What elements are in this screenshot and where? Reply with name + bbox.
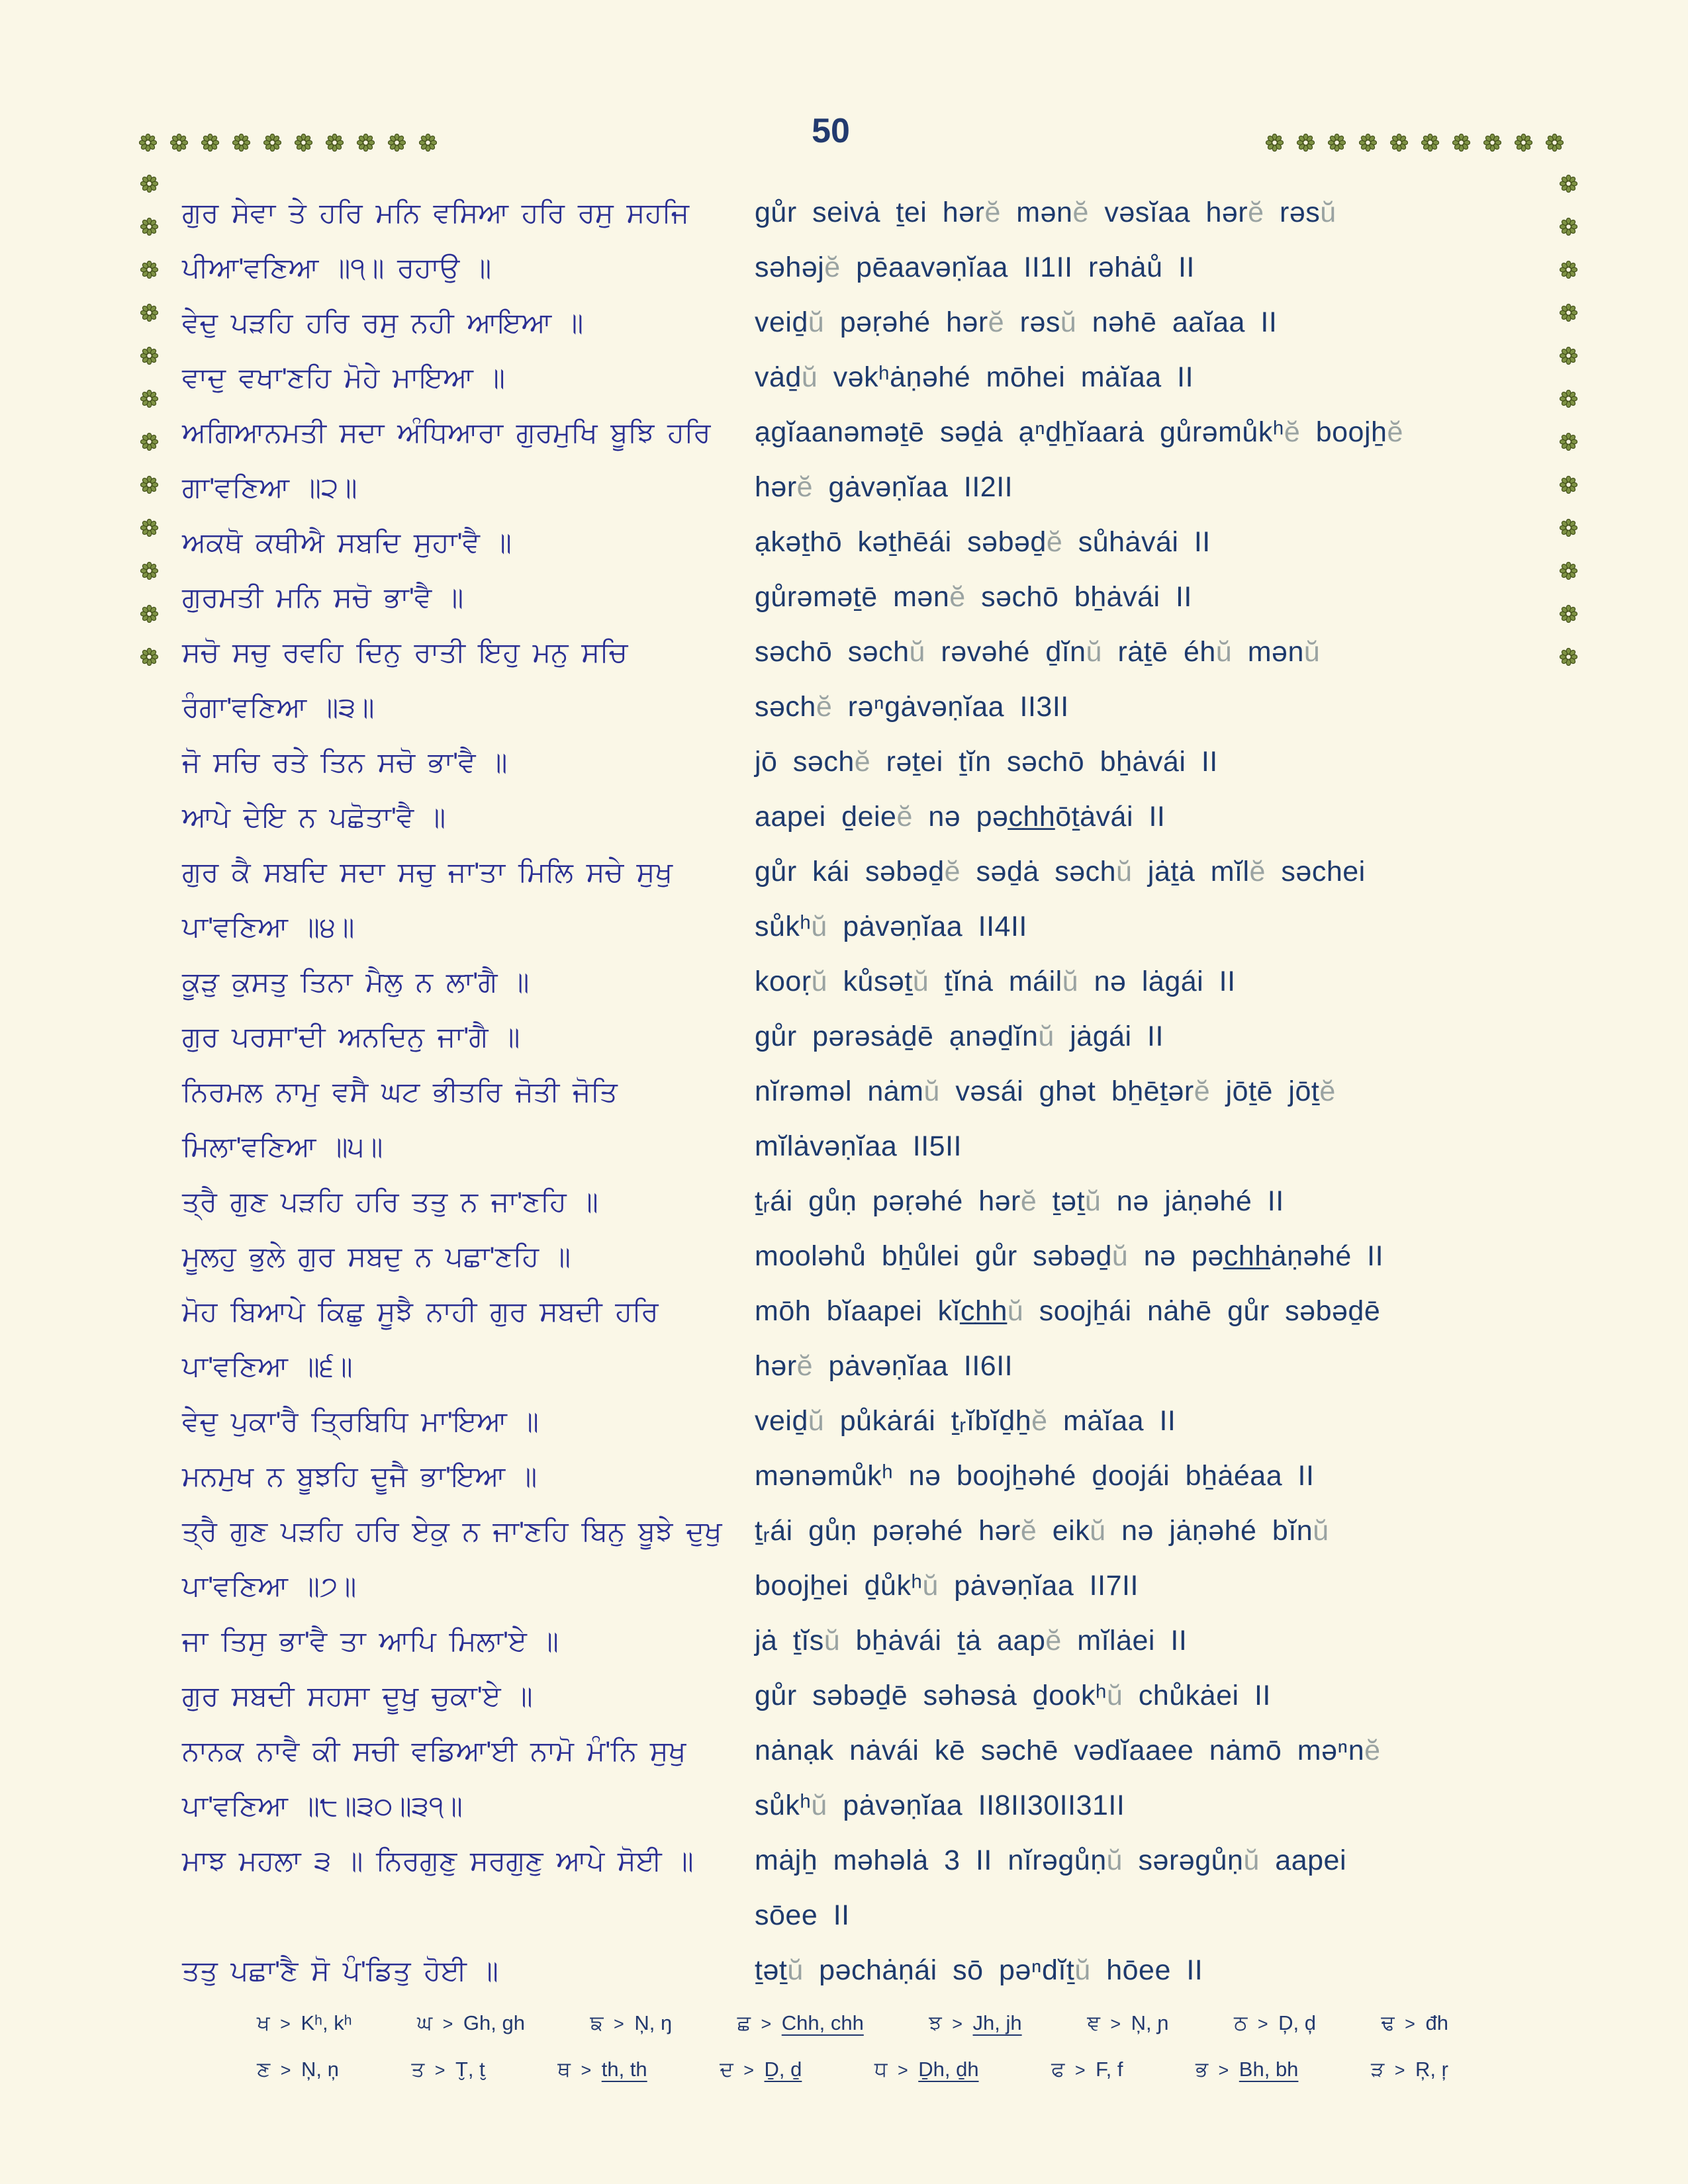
roman-column: [755, 1943, 1542, 1998]
legend-latin-value: F, f: [1096, 2058, 1123, 2081]
flower-rosette-icon: [1560, 261, 1577, 279]
gurmukhi-line: ਗੁਰ ਸਬਦੀ ਸਹਸਾ ਦੂਖੁ ਚੁਕਾ'ਏ ॥: [182, 1680, 533, 1711]
verse-row: [182, 350, 1546, 405]
verse-row: [182, 844, 1546, 954]
verse-row: [182, 1723, 1546, 1833]
gurmukhi-column: [182, 735, 738, 790]
legend-gurmukhi-letter: ਙ: [590, 2011, 604, 2034]
roman-line: hərĕ pȧvəṇĭaa II6II: [755, 1350, 1013, 1382]
gurmukhi-column: [182, 1009, 738, 1064]
legend-separator: >: [755, 2014, 776, 2034]
legend-separator: >: [1070, 2060, 1091, 2080]
verse-row: [182, 1064, 1546, 1174]
legend-item: [1371, 2046, 1448, 2093]
legend-separator: >: [275, 2014, 296, 2034]
roman-line: gůrəməṯē mənĕ səchō bẖȧvái II: [755, 581, 1192, 613]
roman-line: səhəjĕ pēaavəṇĭaa II1II rəhȧů II: [755, 251, 1195, 283]
flower-rosette-icon: [140, 175, 158, 193]
verse-row: [182, 1284, 1546, 1394]
flower-rosette-icon: [263, 134, 281, 152]
gurmukhi-column: [182, 1229, 738, 1284]
gurmukhi-line: ਪਾ'ਵਣਿਆ ॥੪॥: [182, 911, 355, 942]
roman-line: ṯəṯŭ pəchȧṇái sō pəⁿdĭṯŭ hōee II: [755, 1954, 1203, 1986]
legend-row: [257, 2000, 1448, 2046]
verse-row: [182, 1614, 1546, 1668]
roman-column: [755, 1833, 1542, 1943]
flower-rosette-icon: [232, 134, 250, 152]
legend-gurmukhi-letter: ਝ: [929, 2011, 942, 2034]
legend-gurmukhi-letter: ੜ: [1370, 2058, 1385, 2081]
roman-line: sōee II: [755, 1899, 850, 1931]
flower-rosette-icon: [295, 134, 312, 152]
legend-gurmukhi-letter: ਥ: [557, 2058, 571, 2081]
legend-gurmukhi-letter: ਤ: [411, 2058, 425, 2081]
gurmukhi-column: [182, 1174, 738, 1229]
gurmukhi-column: [182, 625, 738, 735]
legend-separator: >: [608, 2014, 630, 2034]
legend-latin-value: Chh, chh: [781, 2011, 864, 2034]
roman-column: [755, 625, 1542, 735]
legend-gurmukhi-letter: ਧ: [874, 2058, 888, 2081]
legend-latin-value: Kʰ, kʰ: [301, 2011, 352, 2034]
roman-line: mooləhů bẖůlei gůr səbəḏŭ nə pəc̲h̲h̲ȧṇəhé II: [755, 1240, 1384, 1272]
scripture-verses: [182, 185, 1546, 1998]
legend-gurmukhi-letter: ਣ: [257, 2058, 271, 2081]
flower-rosette-icon: [1560, 304, 1577, 322]
legend-item: [720, 2046, 802, 2093]
gurmukhi-column: [182, 1504, 738, 1614]
legend-gurmukhi-letter: ਫ: [1051, 2058, 1065, 2081]
gurmukhi-column: [182, 1668, 738, 1723]
roman-line: jȧ ṯĭsŭ bẖȧvái ṯȧ aapĕ mĭlȧei II: [755, 1625, 1188, 1657]
gurmukhi-line: ਮਿਲਾ'ਵਣਿਆ ॥੫॥: [182, 1131, 383, 1162]
roman-column: [755, 405, 1542, 515]
flower-rosette-icon: [1515, 134, 1532, 152]
verse-row: [182, 1504, 1546, 1614]
gurmukhi-line: ਕੂੜੁ ਕੁਸਤੁ ਤਿਨਾ ਮੈਲੁ ਨ ਲਾ'ਗੈ ॥: [182, 966, 530, 997]
legend-separator: >: [1213, 2060, 1234, 2080]
legend-latin-value: Ņ, ŋ: [634, 2011, 673, 2034]
legend-separator: >: [438, 2014, 458, 2034]
flower-rosette-icon: [139, 134, 157, 152]
flower-rosette-icon: [326, 134, 344, 152]
flower-rosette-icon: [419, 134, 437, 152]
legend-separator: >: [738, 2060, 759, 2080]
roman-column: [755, 1668, 1542, 1723]
gurmukhi-line: ਤ੍ਰੈ ਗੁਣ ਪੜਹਿ ਹਰਿ ਏਕੁ ਨ ਜਾ'ਣਹਿ ਬਿਨੁ ਬੂਝੇ ਦੁਖੁ: [182, 1516, 722, 1547]
roman-column: [755, 1504, 1542, 1614]
gurmukhi-line: ਪਾ'ਵਣਿਆ ॥੬॥: [182, 1351, 353, 1382]
roman-column: [755, 1064, 1542, 1174]
gurmukhi-line: ਗੁਰ ਸੇਵਾ ਤੇ ਹਰਿ ਮਨਿ ਵਸਿਆ ਹਰਿ ਰਸੁ ਸਹਜਿ: [182, 197, 690, 228]
legend-item: [257, 2000, 352, 2046]
flower-rosette-icon: [1483, 134, 1501, 152]
roman-line: aapei ḏeieĕ nə pəc̲h̲h̲ōṯȧvái II: [755, 801, 1166, 833]
gurmukhi-column: [182, 515, 738, 570]
gurmukhi-line: ਸਚੋ ਸਚੁ ਰਵਹਿ ਦਿਨੁ ਰਾਤੀ ਇਹੁ ਮਨੁ ਸਚਿ: [182, 637, 628, 668]
legend-item: [1087, 2000, 1168, 2046]
roman-column: [755, 1174, 1542, 1229]
legend-latin-value: th, th: [601, 2058, 647, 2081]
roman-line: ṯᵣái gůṇ pəṛəhé hərĕ ṯəṯŭ nə jȧṇəhé II: [755, 1185, 1284, 1217]
roman-column: [755, 515, 1542, 570]
gurmukhi-line: ਵੇਦੁ ਪੁਕਾ'ਰੈ ਤ੍ਰਿਬਿਧਿ ਮਾ'ਇਆ ॥: [182, 1406, 539, 1437]
legend-separator: >: [892, 2060, 914, 2080]
flower-rosette-icon: [140, 519, 158, 537]
legend-separator: >: [275, 2060, 296, 2080]
verse-row: [182, 295, 1546, 350]
legend-item: [737, 2000, 864, 2046]
legend-item: [590, 2000, 672, 2046]
flower-rosette-icon: [1560, 648, 1577, 666]
gurmukhi-line: ਗਾ'ਵਣਿਆ ॥੨॥: [182, 472, 357, 503]
legend-latin-value: Bh, bh: [1239, 2058, 1299, 2081]
roman-line: jō səchĕ rəṯei ṯĭn səchō bẖȧvái II: [755, 746, 1218, 778]
flower-rosette-icon: [1560, 218, 1577, 236]
flower-rosette-icon: [1560, 347, 1577, 365]
flower-rosette-icon: [1560, 390, 1577, 408]
gurmukhi-column: [182, 405, 738, 515]
legend-separator: >: [947, 2014, 968, 2034]
roman-line: mȧjẖ məhəlȧ 3 II nĭrəgůṇŭ sərəgůṇŭ aapei: [755, 1844, 1347, 1876]
flower-rosette-icon: [140, 304, 158, 322]
legend-separator: >: [1105, 2014, 1126, 2034]
roman-column: [755, 1229, 1542, 1284]
gurmukhi-column: [182, 1614, 738, 1668]
legend-item: [1196, 2046, 1298, 2093]
roman-line: mĭlȧvəṇĭaa II5II: [755, 1130, 962, 1162]
roman-line: səchĕ rəⁿgȧvəṇĭaa II3II: [755, 691, 1069, 723]
roman-column: [755, 185, 1542, 295]
gurmukhi-line: ਰੰਗਾ'ਵਣਿਆ ॥੩॥: [182, 692, 375, 723]
legend-item: [929, 2000, 1021, 2046]
roman-column: [755, 295, 1542, 350]
verse-row: [182, 185, 1546, 295]
flower-rosette-icon: [201, 134, 219, 152]
roman-line: mōh bĭaapei kĭc̲h̲h̲ŭ soojẖái nȧhē gůr səbəḏē: [755, 1295, 1381, 1327]
roman-column: [755, 1284, 1542, 1394]
legend-item: [1234, 2000, 1316, 2046]
verse-row: [182, 625, 1546, 735]
roman-column: [755, 1723, 1542, 1833]
flower-rosette-icon: [1359, 134, 1377, 152]
verse-row: [182, 954, 1546, 1009]
roman-line: gůr səbəḏē səhəsȧ ḏookʰŭ chůkȧei II: [755, 1680, 1271, 1711]
gurmukhi-line: ਗੁਰ ਕੈ ਸਬਦਿ ਸਦਾ ਸਚੁ ਜਾ'ਤਾ ਮਿਲਿ ਸਚੇ ਸੁਖੁ: [182, 856, 673, 887]
legend-latin-value: Ņ, ɲ: [1131, 2011, 1169, 2034]
roman-line: ṯᵣái gůṇ pəṛəhé hərĕ eikŭ nə jȧṇəhé bĭnŭ: [755, 1515, 1329, 1547]
gurmukhi-line: ਮਨਮੁਖ ਨ ਬੂਝਹਿ ਦੂਜੈ ਭਾ'ਇਆ ॥: [182, 1461, 538, 1492]
gurmukhi-line: ਅਗਿਆਨਮਤੀ ਸਦਾ ਅੰਧਿਆਰਾ ਗੁਰਮੁਖਿ ਬੂਝਿ ਹਰਿ: [182, 417, 711, 448]
flower-rosette-icon: [1560, 519, 1577, 537]
legend-separator: >: [1399, 2014, 1421, 2034]
legend-latin-value: Ḑ, ḑ: [1278, 2011, 1316, 2034]
roman-line: kooṛŭ kůsəṯŭ ṯĭnȧ máilŭ nə lȧgái II: [755, 966, 1236, 997]
gurmukhi-line: ਤ੍ਰੈ ਗੁਣ ਪੜਹਿ ਹਰਿ ਤਤੁ ਨ ਜਾ'ਣਹਿ ॥: [182, 1186, 598, 1217]
gurmukhi-line: ਨਿਰਮਲ ਨਾਮੁ ਵਸੈ ਘਟ ਭੀਤਰਿ ਜੋਤੀ ਜੋਤਿ: [182, 1076, 618, 1107]
flower-rosette-icon: [140, 390, 158, 408]
flower-rosette-icon: [1546, 134, 1564, 152]
verse-row: [182, 515, 1546, 570]
gurmukhi-column: [182, 1284, 738, 1394]
legend-item: [411, 2046, 485, 2093]
flower-rosette-icon: [140, 648, 158, 666]
roman-column: [755, 350, 1542, 405]
legend-gurmukhi-letter: ਞ: [1087, 2011, 1100, 2034]
gurmukhi-column: [182, 1064, 738, 1174]
roman-line: vȧḏŭ vəkʰȧṇəhé mōhei mȧĭaa II: [755, 361, 1194, 393]
roman-column: [755, 1394, 1542, 1449]
gurmukhi-line: ਪਾ'ਵਣਿਆ ॥੮॥੩੦॥੩੧॥: [182, 1790, 463, 1821]
gurmukhi-column: [182, 1449, 738, 1504]
roman-line: nȧnạk nȧvái kē səchē vədĭaaee nȧmō məⁿnĕ: [755, 1735, 1381, 1766]
verse-row: [182, 1229, 1546, 1284]
legend-item: [557, 2046, 647, 2093]
flower-rosette-icon: [140, 433, 158, 451]
verse-row: [182, 1174, 1546, 1229]
gurmukhi-line: ਮਾਝ ਮਹਲਾ ੩ ॥ ਨਿਰਗੁਣੁ ਸਰਗੁਣੁ ਆਪੇ ਸੋਈ ॥: [182, 1845, 694, 1876]
legend-separator: >: [1389, 2060, 1410, 2080]
roman-line: gůr seivȧ ṯei hərĕ mənĕ vəsĭaa hərĕ rəsŭ: [755, 197, 1336, 228]
flower-rosette-icon: [140, 218, 158, 236]
legend-separator: >: [575, 2060, 596, 2080]
gurmukhi-line: ਆਪੇ ਦੇਇ ਨ ਪਛੋਤਾ'ਵੈ ॥: [182, 801, 446, 833]
gurmukhi-column: [182, 1943, 738, 1998]
flower-rosette-icon: [1560, 476, 1577, 494]
legend-gurmukhi-letter: ਦ: [720, 2058, 733, 2081]
gurmukhi-line: ਪਾ'ਵਣਿਆ ॥੭॥: [182, 1570, 357, 1602]
legend-gurmukhi-letter: ਛ: [737, 2011, 751, 2034]
legend-latin-value: Ḏh, ḏh: [918, 2058, 979, 2081]
gurmukhi-line: ਮੂਲਹੁ ਭੁਲੇ ਗੁਰ ਸਬਦੁ ਨ ਪਛਾ'ਣਹਿ ॥: [182, 1241, 571, 1272]
flower-rosette-icon: [357, 134, 375, 152]
verse-row: [182, 1833, 1546, 1943]
verse-row: [182, 1943, 1546, 1998]
roman-line: gůr kái səbəḏĕ səḏȧ səchŭ jȧṯȧ mĭlĕ səchei: [755, 856, 1366, 887]
gurmukhi-line: ਜਾ ਤਿਸੁ ਭਾ'ਵੈ ਤਾ ਆਪਿ ਮਿਲਾ'ਏ ॥: [182, 1625, 559, 1657]
flower-rosette-icon: [140, 562, 158, 580]
roman-column: [755, 735, 1542, 790]
roman-column: [755, 1009, 1542, 1064]
verse-row: [182, 405, 1546, 515]
gurmukhi-column: [182, 1394, 738, 1449]
top-right-flower-border: [1266, 134, 1564, 152]
legend-latin-value: đh: [1425, 2011, 1448, 2034]
legend-item: [1051, 2046, 1123, 2093]
flower-rosette-icon: [140, 476, 158, 494]
gurmukhi-column: [182, 295, 738, 350]
verse-row: [182, 570, 1546, 625]
flower-rosette-icon: [140, 347, 158, 365]
verse-row: [182, 1394, 1546, 1449]
legend-separator: >: [430, 2060, 450, 2080]
gurmukhi-column: [182, 1723, 738, 1833]
roman-line: səchō səchŭ rəvəhé ḏĭnŭ rȧṯē éhŭ mənŭ: [755, 636, 1321, 668]
roman-line: veiḏŭ půkȧrái ṯᵣĭbĭḏẖĕ mȧĭaa II: [755, 1405, 1176, 1437]
left-flower-border: [140, 175, 158, 666]
roman-column: [755, 954, 1542, 1009]
legend-gurmukhi-letter: ਠ: [1233, 2011, 1248, 2034]
gurmukhi-column: [182, 954, 738, 1009]
roman-column: [755, 1449, 1542, 1504]
roman-column: [755, 1614, 1542, 1668]
roman-line: gůr pərəsȧḏē ạnəḏĭnŭ jȧgái II: [755, 1021, 1164, 1052]
flower-rosette-icon: [1421, 134, 1439, 152]
gurmukhi-line: ਮੋਹ ਬਿਆਪੇ ਕਿਛੁ ਸੂਝੈ ਨਾਹੀ ਗੁਰ ਸਬਦੀ ਹਰਿ: [182, 1296, 659, 1327]
gurmukhi-column: [182, 790, 738, 844]
verse-row: [182, 1449, 1546, 1504]
roman-column: [755, 844, 1542, 954]
gurmukhi-line: ਵਾਦੁ ਵਖਾ'ਣਹਿ ਮੋਹੇ ਮਾਇਆ ॥: [182, 362, 505, 393]
legend-latin-value: Jh, jh: [972, 2011, 1022, 2034]
gurmukhi-line: ਵੇਦੁ ਪੜਹਿ ਹਰਿ ਰਸੁ ਨਹੀ ਆਇਆ ॥: [182, 307, 584, 338]
flower-rosette-icon: [140, 605, 158, 623]
legend-item: [257, 2046, 339, 2093]
roman-line: sůkʰŭ pȧvəṇĭaa II4II: [755, 911, 1027, 942]
gurmukhi-line: [182, 1888, 738, 1943]
legend-row: [257, 2046, 1448, 2093]
legend-item: [1381, 2000, 1448, 2046]
legend-gurmukhi-letter: ਭ: [1196, 2058, 1209, 2081]
verse-row: [182, 1009, 1546, 1064]
roman-column: [755, 790, 1542, 844]
gurmukhi-line: ਪੀਆ'ਵਣਿਆ ॥੧॥ ਰਹਾਉ ॥: [182, 252, 492, 283]
gurmukhi-line: ਨਾਨਕ ਨਾਵੈ ਕੀ ਸਚੀ ਵਡਿਆ'ਈ ਨਾਮੋ ਮੰ'ਨਿ ਸੁਖੁ: [182, 1735, 686, 1766]
transliteration-legend: [257, 2000, 1448, 2093]
flower-rosette-icon: [1560, 562, 1577, 580]
verse-row: [182, 790, 1546, 844]
flower-rosette-icon: [1560, 175, 1577, 193]
flower-rosette-icon: [1266, 134, 1284, 152]
roman-line: veiḏŭ pəṛəhé hərĕ rəsŭ nəhē aaĭaa II: [755, 306, 1278, 338]
roman-line: boojẖei ḏůkʰŭ pȧvəṇĭaa II7II: [755, 1570, 1139, 1602]
legend-item: [874, 2046, 979, 2093]
legend-latin-value: Gh, gh: [463, 2011, 525, 2034]
legend-latin-value: Ŗ, ŗ: [1415, 2058, 1448, 2081]
roman-line: sůkʰŭ pȧvəṇĭaa II8II30II31II: [755, 1790, 1125, 1821]
verse-row: [182, 1668, 1546, 1723]
gurmukhi-line: ਗੁਰ ਪਰਸਾ'ਦੀ ਅਨਦਿਨੁ ਜਾ'ਗੈ ॥: [182, 1021, 520, 1052]
right-flower-border: [1560, 175, 1577, 666]
gurmukhi-column: [182, 844, 738, 954]
roman-line: hərĕ gȧvəṇĭaa II2II: [755, 471, 1013, 503]
gurmukhi-column: [182, 570, 738, 625]
gurmukhi-line: ਤਤੁ ਪਛਾ'ਣੈ ਸੋ ਪੰ'ਡਿਤੁ ਹੋਈ ॥: [182, 1955, 498, 1986]
legend-separator: >: [1252, 2014, 1274, 2034]
gurmukhi-line: ਗੁਰਮਤੀ ਮਨਿ ਸਚੋ ਭਾ'ਵੈ ॥: [182, 582, 464, 613]
roman-line: nĭrəməl nȧmŭ vəsái ghət bẖēṯərĕ jōṯē jōṯĕ: [755, 1075, 1336, 1107]
legend-gurmukhi-letter: ਢ: [1381, 2011, 1395, 2034]
top-left-flower-border: [139, 134, 437, 152]
gurmukhi-line: ਅਕਥੋ ਕਥੀਐ ਸਬਦਿ ਸੁਹਾ'ਵੈ ॥: [182, 527, 512, 558]
page-number: 50: [812, 112, 850, 150]
gurmukhi-column: [182, 350, 738, 405]
flower-rosette-icon: [140, 261, 158, 279]
gurmukhi-column: [182, 185, 738, 295]
roman-column: [755, 570, 1542, 625]
verse-row: [182, 735, 1546, 790]
legend-gurmukhi-letter: ਖ: [257, 2011, 270, 2034]
flower-rosette-icon: [388, 134, 406, 152]
roman-line: ạgĭaanəməṯē səḏȧ ạⁿḏẖĭaarȧ gůrəmůkʰĕ boojẖĕ: [755, 416, 1403, 448]
legend-gurmukhi-letter: ਘ: [417, 2011, 433, 2034]
flower-rosette-icon: [1390, 134, 1408, 152]
roman-line: ạkəṯhō kəṯhēái səbəḏĕ sůhȧvái II: [755, 526, 1211, 558]
roman-line: mənəmůkʰ nə boojẖəhé ḏoojái bẖȧéaa II: [755, 1460, 1315, 1492]
flower-rosette-icon: [1452, 134, 1470, 152]
legend-item: [417, 2000, 525, 2046]
flower-rosette-icon: [1560, 605, 1577, 623]
legend-latin-value: T̮, t̮: [455, 2058, 485, 2081]
flower-rosette-icon: [1297, 134, 1315, 152]
legend-latin-value: Ņ, ņ: [301, 2058, 339, 2081]
flower-rosette-icon: [1328, 134, 1346, 152]
gurmukhi-column: [182, 1833, 738, 1943]
gurmukhi-line: ਜੋ ਸਚਿ ਰਤੇ ਤਿਨ ਸਚੋ ਭਾ'ਵੈ ॥: [182, 747, 508, 778]
flower-rosette-icon: [1560, 433, 1577, 451]
legend-latin-value: Ḏ, ḏ: [764, 2058, 802, 2081]
flower-rosette-icon: [170, 134, 188, 152]
